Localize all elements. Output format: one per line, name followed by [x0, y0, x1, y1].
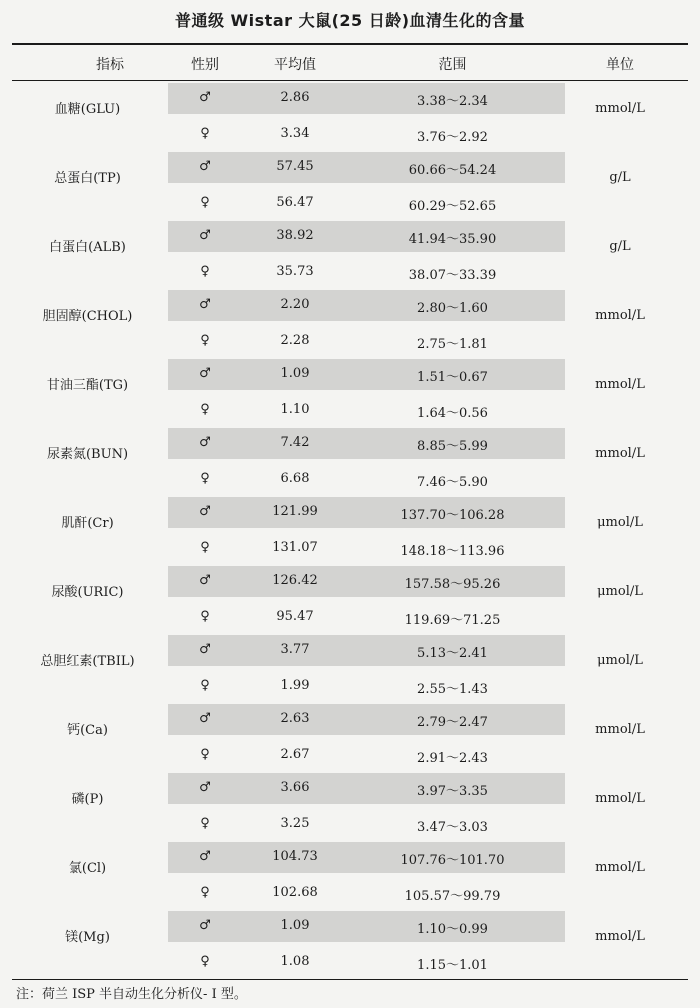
indicator-unit: g/L: [609, 239, 631, 254]
female-symbol: ♀: [200, 471, 210, 486]
female-symbol: ♀: [200, 747, 210, 762]
male-range: 107.76～101.70: [400, 853, 505, 868]
male-range: 3.38～2.34: [417, 94, 488, 109]
female-mean: 1.10: [280, 402, 310, 417]
indicator-unit: mmol/L: [595, 929, 645, 944]
female-mean: 56.47: [276, 195, 314, 210]
indicator-unit: mmol/L: [595, 308, 645, 323]
female-range: 1.15～1.01: [417, 958, 488, 973]
female-symbol: ♀: [200, 333, 210, 348]
female-symbol: ♀: [200, 954, 210, 969]
female-row: [0, 188, 700, 219]
female-row: [0, 119, 700, 150]
indicator-group: [0, 772, 700, 841]
female-mean: 1.08: [280, 954, 310, 969]
female-symbol: ♀: [200, 609, 210, 624]
female-symbol: ♀: [200, 264, 210, 279]
indicator-group: [0, 82, 700, 151]
indicator-name: 总胆红素(TBIL): [40, 654, 135, 669]
indicator-group: [0, 565, 700, 634]
male-symbol: ♂: [199, 90, 211, 105]
female-symbol: ♀: [200, 402, 210, 417]
table-header-rule: [12, 80, 688, 81]
female-mean: 3.34: [280, 126, 310, 141]
female-range: 7.46～5.90: [417, 475, 488, 490]
male-mean: 2.63: [280, 711, 310, 726]
indicator-name: 总蛋白(TP): [54, 171, 121, 186]
indicator-name: 血糖(GLU): [54, 102, 121, 117]
male-mean: 1.09: [280, 366, 310, 381]
indicator-group: [0, 151, 700, 220]
indicator-unit: mmol/L: [595, 791, 645, 806]
indicator-unit: μmol/L: [597, 653, 643, 668]
female-range: 38.07～33.39: [408, 268, 497, 283]
indicator-unit: mmol/L: [595, 446, 645, 461]
indicator-name: 镁(Mg): [65, 930, 110, 945]
male-mean: 57.45: [276, 159, 314, 174]
female-range: 119.69～71.25: [404, 613, 501, 628]
male-symbol: ♂: [199, 159, 211, 174]
indicator-name: 胆固醇(CHOL): [42, 309, 133, 324]
female-symbol: ♀: [200, 816, 210, 831]
female-mean: 102.68: [272, 885, 318, 900]
indicator-group: [0, 841, 700, 910]
female-symbol: ♀: [200, 195, 210, 210]
table-header: [12, 45, 688, 80]
table-title: 普通级 Wistar 大鼠(25 日龄)血清生化的含量: [174, 11, 526, 30]
female-range: 2.75～1.81: [417, 337, 488, 352]
female-row: [0, 602, 700, 633]
header-range: 范围: [438, 57, 467, 73]
male-symbol: ♂: [199, 504, 211, 519]
female-range: 105.57～99.79: [404, 889, 501, 904]
indicator-unit: mmol/L: [595, 722, 645, 737]
table-body: [0, 82, 700, 979]
male-mean: 3.77: [280, 642, 310, 657]
indicator-name: 氯(Cl): [68, 861, 107, 876]
indicator-group: [0, 496, 700, 565]
indicator-unit: g/L: [609, 170, 631, 185]
female-row: [0, 464, 700, 495]
male-mean: 7.42: [280, 435, 310, 450]
male-range: 1.51～0.67: [417, 370, 488, 385]
female-row: [0, 326, 700, 357]
female-range: 3.76～2.92: [417, 130, 488, 145]
male-range: 2.79～2.47: [417, 715, 488, 730]
indicator-group: [0, 910, 700, 979]
male-range: 8.85～5.99: [417, 439, 488, 454]
male-range: 5.13～2.41: [417, 646, 488, 661]
female-row: [0, 395, 700, 426]
female-mean: 95.47: [276, 609, 314, 624]
indicator-name: 白蛋白(ALB): [49, 240, 126, 255]
male-mean: 3.66: [280, 780, 310, 795]
male-symbol: ♂: [199, 297, 211, 312]
indicator-unit: μmol/L: [597, 584, 643, 599]
indicator-group: [0, 427, 700, 496]
female-range: 3.47～3.03: [417, 820, 488, 835]
male-mean: 1.09: [280, 918, 310, 933]
male-mean: 104.73: [272, 849, 318, 864]
indicator-group: [0, 358, 700, 427]
female-mean: 3.25: [280, 816, 310, 831]
indicator-name: 钙(Ca): [67, 723, 108, 738]
male-mean: 121.99: [272, 504, 318, 519]
indicator-name: 甘油三酯(TG): [46, 378, 129, 393]
female-range: 2.55～1.43: [417, 682, 488, 697]
female-mean: 35.73: [276, 264, 314, 279]
female-row: [0, 947, 700, 978]
indicator-unit: mmol/L: [595, 101, 645, 116]
indicator-name: 尿素氮(BUN): [46, 447, 129, 462]
indicator-unit: mmol/L: [595, 860, 645, 875]
female-row: [0, 878, 700, 909]
male-symbol: ♂: [199, 573, 211, 588]
female-range: 148.18～113.96: [400, 544, 505, 559]
male-symbol: ♂: [199, 366, 211, 381]
male-range: 3.97～3.35: [417, 784, 488, 799]
male-range: 1.10～0.99: [417, 922, 488, 937]
indicator-unit: mmol/L: [595, 377, 645, 392]
female-row: [0, 740, 700, 771]
female-mean: 6.68: [280, 471, 310, 486]
female-range: 1.64～0.56: [417, 406, 488, 421]
male-range: 41.94～35.90: [408, 232, 497, 247]
indicator-unit: μmol/L: [597, 515, 643, 530]
female-symbol: ♀: [200, 540, 210, 555]
female-row: [0, 257, 700, 288]
male-symbol: ♂: [199, 711, 211, 726]
female-row: [0, 809, 700, 840]
female-mean: 2.67: [280, 747, 310, 762]
male-mean: 2.86: [280, 90, 310, 105]
indicator-group: [0, 703, 700, 772]
female-mean: 2.28: [280, 333, 310, 348]
male-range: 157.58～95.26: [404, 577, 501, 592]
indicator-group: [0, 289, 700, 358]
table-footnote: 注：荷兰 ISP 半自动生化分析仪- I 型。: [16, 987, 247, 1002]
male-range: 137.70～106.28: [400, 508, 505, 523]
male-symbol: ♂: [199, 642, 211, 657]
male-symbol: ♂: [199, 849, 211, 864]
header-sex: 性别: [191, 57, 219, 73]
indicator-name: 尿酸(URIC): [51, 585, 124, 600]
male-symbol: ♂: [199, 918, 211, 933]
male-symbol: ♂: [199, 228, 211, 243]
indicator-name: 磷(P): [71, 792, 104, 807]
male-mean: 38.92: [276, 228, 314, 243]
female-symbol: ♀: [200, 126, 210, 141]
female-row: [0, 533, 700, 564]
header-indicator: 指标: [96, 57, 124, 73]
header-unit: 单位: [606, 57, 634, 73]
female-symbol: ♀: [200, 678, 210, 693]
male-range: 60.66～54.24: [408, 163, 497, 178]
indicator-group: [0, 634, 700, 703]
female-mean: 131.07: [272, 540, 318, 555]
female-range: 2.91～2.43: [417, 751, 488, 766]
male-mean: 126.42: [272, 573, 318, 588]
table-bottom-rule: [12, 979, 688, 980]
male-range: 2.80～1.60: [417, 301, 488, 316]
female-range: 60.29～52.65: [408, 199, 497, 214]
indicator-group: [0, 220, 700, 289]
male-mean: 2.20: [280, 297, 310, 312]
male-symbol: ♂: [199, 435, 211, 450]
indicator-name: 肌酐(Cr): [61, 516, 114, 531]
male-symbol: ♂: [199, 780, 211, 795]
female-row: [0, 671, 700, 702]
header-mean: 平均值: [274, 57, 316, 73]
female-symbol: ♀: [200, 885, 210, 900]
female-mean: 1.99: [280, 678, 310, 693]
